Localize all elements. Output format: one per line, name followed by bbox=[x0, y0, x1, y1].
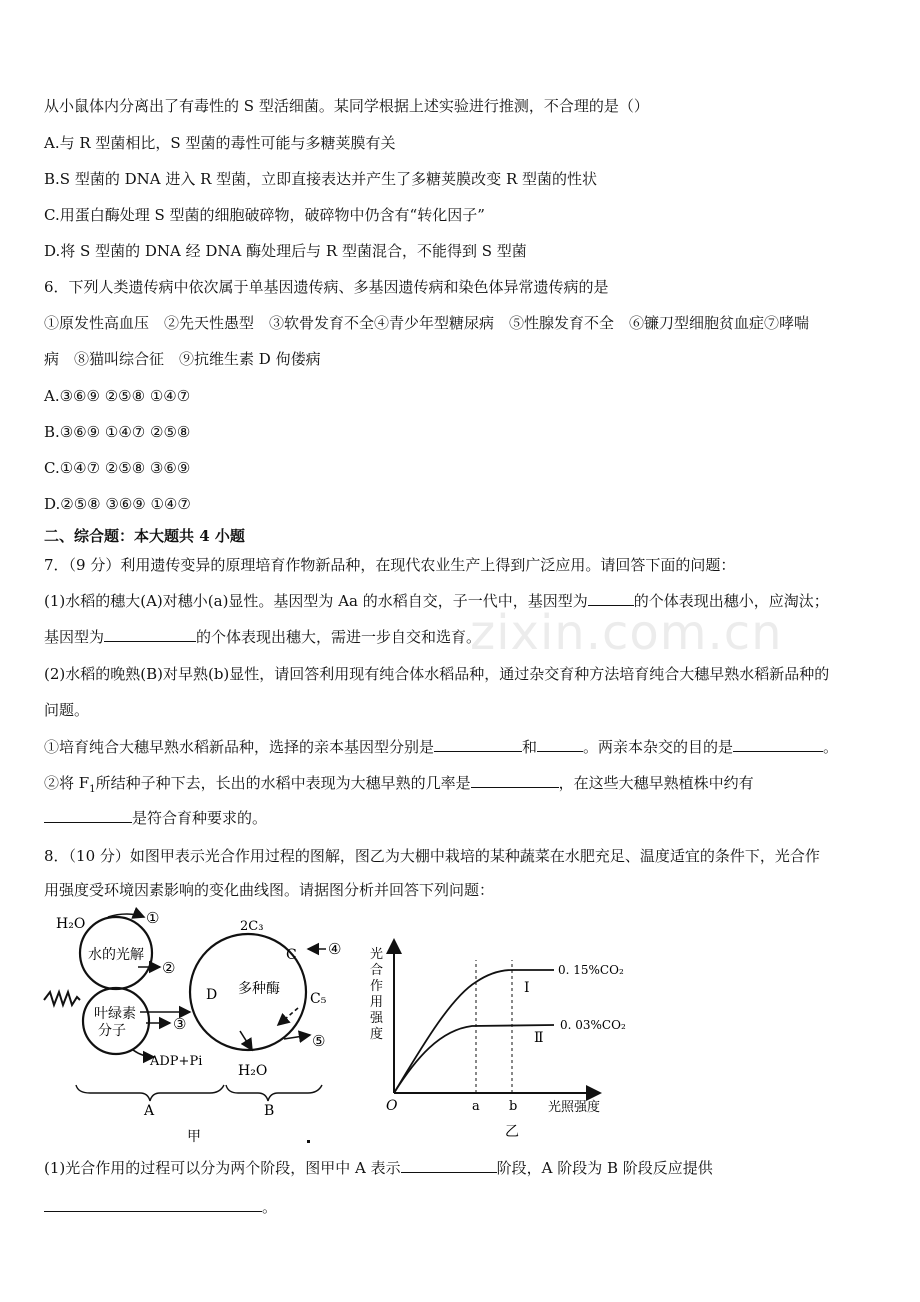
y-axis-label-char: 用 bbox=[370, 995, 384, 1010]
answer-blank[interactable] bbox=[434, 737, 522, 752]
chlorophyll-label-1: 叶绿素 bbox=[94, 1006, 136, 1022]
q6-option-d: D.②⑤⑧ ③⑥⑨ ①④⑦ bbox=[44, 495, 191, 513]
stage-b-label: B bbox=[264, 1103, 275, 1119]
answer-blank[interactable] bbox=[104, 627, 196, 642]
light-zigzag-icon bbox=[44, 992, 80, 1005]
y-axis-label-char: 作 bbox=[370, 979, 384, 994]
q8-stem-line2: 用强度受环境因素影响的变化曲线图。请据图分析并回答下列问题： bbox=[44, 881, 495, 899]
q8-p2-text: 。 bbox=[262, 1198, 278, 1216]
label-1: ① bbox=[146, 909, 160, 927]
q5-option-c: C.用蛋白酶处理 S 型菌的细胞破碎物，破碎物中仍含有“转化因子” bbox=[44, 206, 485, 224]
stage-a-label: A bbox=[144, 1103, 155, 1119]
label-4: ④ bbox=[328, 940, 342, 958]
curve-1-label: Ⅰ bbox=[524, 980, 530, 996]
q7-p4-text-c: ，在这些大穗早熟植株中约有 bbox=[558, 774, 754, 792]
q6-stem: 6．下列人类遗传病中依次属于单基因遗传病、多基因遗传病和染色体异常遗传病的是 bbox=[44, 278, 609, 296]
y-axis-label-char: 合 bbox=[370, 963, 384, 978]
figure-yi-light-curve-chart bbox=[360, 930, 650, 1145]
q7-part2-line1: (2)水稻的晚熟(B)对早熟(b)显性，请回答利用现有纯合体水稻品种，通过杂交育种方法培育纯合大穗早熟水稻新品种的 bbox=[44, 665, 830, 683]
q8-part1-line2 bbox=[44, 1197, 277, 1217]
q7-part1-line2 bbox=[44, 627, 481, 647]
curve-1 bbox=[394, 970, 554, 1093]
tick-a-label: a bbox=[472, 1099, 480, 1114]
q8-p1-text-a: (1)光合作用的过程可以分为两个阶段，图甲中 A 表示 bbox=[44, 1159, 401, 1177]
q6-option-c: C.①④⑦ ②⑤⑧ ③⑥⑨ bbox=[44, 459, 191, 477]
answer-blank[interactable] bbox=[588, 591, 634, 606]
q7-part2-line2: 问题。 bbox=[44, 701, 90, 719]
q7-subpart2-line2 bbox=[44, 808, 267, 828]
q6-option-a: A.③⑥⑨ ②⑤⑧ ①④⑦ bbox=[44, 387, 191, 405]
curve-1-concentration: 0. 15%CO₂ bbox=[558, 963, 624, 977]
q7-p1-text-c: 基因型为 bbox=[44, 628, 105, 646]
answer-blank[interactable] bbox=[471, 773, 559, 788]
enzymes-label: 多种酶 bbox=[238, 981, 280, 997]
q7-p4-subscript: 1 bbox=[89, 784, 96, 795]
answer-blank[interactable] bbox=[401, 1158, 497, 1173]
q7-subpart2 bbox=[44, 773, 754, 800]
q5-stem-tail: 从小鼠体内分离出了有毒性的 S 型活细菌。某同学根据上述实验进行推测，不合理的是（） bbox=[44, 97, 649, 115]
answer-blank[interactable] bbox=[733, 737, 823, 752]
figure-jia-photosynthesis-diagram bbox=[40, 905, 350, 1150]
label-3: ③ bbox=[173, 1015, 187, 1033]
q7-p3-text-d: 。 bbox=[823, 738, 839, 756]
q6-list-line1: ①原发性高血压 ②先天性愚型 ③软骨发育不全④青少年型糖尿病 ⑤性腺发育不全 ⑥镰刀型细胞贫血症⑦哮喘 bbox=[44, 314, 810, 332]
adp-label: ADP+Pi bbox=[150, 1054, 203, 1069]
answer-blank[interactable] bbox=[44, 808, 132, 823]
q5-option-b: B.S 型菌的 DNA 进入 R 型菌，立即直接表达并产生了多糖荚膜改变 R 型菌的性状 bbox=[44, 170, 598, 188]
q5-option-d: D.将 S 型菌的 DNA 经 DNA 酶处理后与 R 型菌混合，不能得到 S 型菌 bbox=[44, 242, 527, 260]
watermark: zixin.com.cn bbox=[470, 605, 783, 661]
figure-jia-caption: 甲 bbox=[187, 1129, 201, 1145]
origin-label: O bbox=[386, 1098, 398, 1114]
q7-p4-text-b: 所结种子种下去，长出的水稻中表现为大穗早熟的几率是 bbox=[95, 774, 471, 792]
q6-list-line2: 病 ⑧猫叫综合征 ⑨抗维生素 D 佝偻病 bbox=[44, 350, 321, 368]
label-5: ⑤ bbox=[312, 1032, 326, 1050]
curve-2 bbox=[394, 1025, 554, 1093]
q5-option-a: A.与 R 型菌相比，S 型菌的毒性可能与多糖荚膜有关 bbox=[44, 134, 396, 152]
x-axis-label: 光照强度 bbox=[548, 1100, 601, 1115]
q8-stem-line1: 8．（10 分）如图甲表示光合作用过程的图解，图乙为大棚中栽培的某种蔬菜在水肥充足、温度适宜的条件下，光合作 bbox=[44, 847, 820, 865]
q7-stem: 7．（9 分）利用遗传变异的原理培育作物新品种，在现代农业生产上得到广泛应用。请回答下面的问题： bbox=[44, 556, 736, 574]
two-c3-label: 2C₃ bbox=[240, 919, 264, 934]
q7-p5-text: 是符合育种要求的。 bbox=[132, 809, 268, 827]
brace-a bbox=[76, 1085, 224, 1101]
figure-yi-caption: 乙 bbox=[505, 1124, 519, 1140]
brace-b bbox=[226, 1085, 322, 1101]
y-axis-label-char: 光 bbox=[370, 947, 384, 962]
y-axis-label-char: 度 bbox=[370, 1027, 384, 1042]
water-photolysis-label: 水的光解 bbox=[88, 947, 144, 963]
label-2: ② bbox=[162, 959, 176, 977]
q7-p1-text-b: 的个体表现出穗小，应淘汰； bbox=[633, 592, 829, 610]
d-label: D bbox=[206, 987, 218, 1003]
q8-part1-line1 bbox=[44, 1158, 713, 1178]
curve-2-concentration: 0. 03%CO₂ bbox=[560, 1018, 626, 1032]
q7-p3-text-c: 。两亲本杂交的目的是 bbox=[583, 738, 734, 756]
q7-subpart1 bbox=[44, 737, 838, 757]
answer-blank[interactable] bbox=[44, 1197, 262, 1212]
q8-p1-text-b: 阶段，A 阶段为 B 阶段反应提供 bbox=[496, 1159, 713, 1177]
q6-option-b: B.③⑥⑨ ①④⑦ ②⑤⑧ bbox=[44, 423, 191, 441]
c5-label: C₅ bbox=[310, 991, 327, 1007]
y-axis-label-char: 强 bbox=[370, 1011, 384, 1026]
h2o-bottom-label: H₂O bbox=[238, 1063, 268, 1079]
y-axis-label bbox=[370, 946, 384, 1042]
q7-p1-text-d: 的个体表现出穗大，需进一步自交和选育。 bbox=[196, 628, 482, 646]
chlorophyll-label-2: 分子 bbox=[98, 1023, 126, 1039]
q7-p1-text-a: (1)水稻的穗大(A)对穗小(a)显性。基因型为 Aa 的水稻自交，子一代中，基因型为 bbox=[44, 592, 588, 610]
q7-p4-text-a: ②将 F bbox=[44, 774, 90, 792]
answer-blank[interactable] bbox=[537, 737, 583, 752]
dot-mark bbox=[307, 1140, 310, 1143]
tick-b-label: b bbox=[509, 1099, 518, 1114]
section-heading: 二、综合题：本大题共 4 小题 bbox=[44, 527, 245, 545]
q7-part1-line1 bbox=[44, 591, 829, 611]
c-label: C bbox=[286, 947, 297, 963]
curve-2-label: Ⅱ bbox=[534, 1030, 544, 1046]
h2o-top-label: H₂O bbox=[56, 916, 86, 932]
q7-p3-text-a: ①培育纯合大穗早熟水稻新品种，选择的亲本基因型分别是 bbox=[44, 738, 435, 756]
q7-p3-text-b: 和 bbox=[522, 738, 538, 756]
